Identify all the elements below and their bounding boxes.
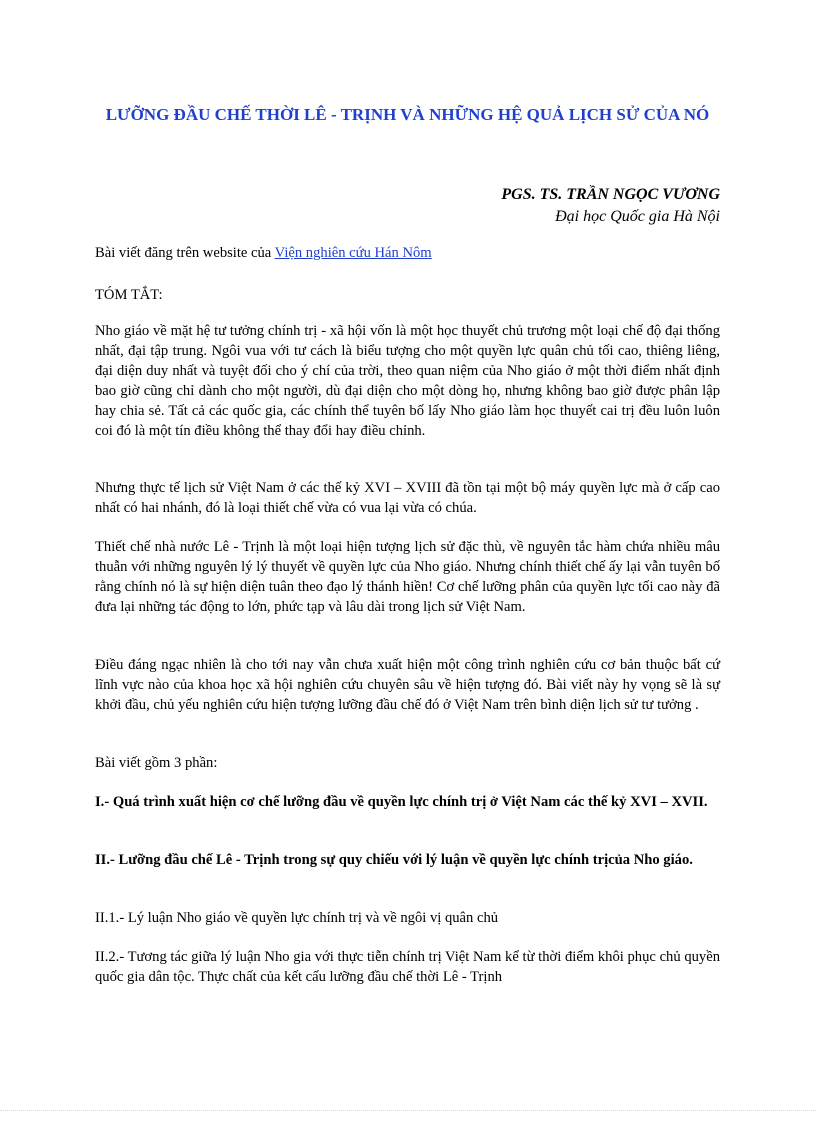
paragraph-3: Thiết chế nhà nước Lê - Trịnh là một loại hiện tượng lịch sử đặc thù, về nguyên tắc hàm chứa nhiều mâu thuẫn với những nguyên lý lý thuyết về quyền lực của Nho giáo. Nhưng chính thiết chế ấy lại vẫn tuyên bố rằng chính nó là sự hiện diện tuân theo đạo lý thánh hiền! Cơ chế lưỡng phân của quyền lực tối cao này đã đưa lại những tác động to lớn, phức tạp và lâu dài trong lịch sử Việt Nam. bbox=[95, 539, 720, 615]
subsection-heading-2: II.2.- Tương tác giữa lý luận Nho gia với thực tiễn chính trị Việt Nam kể từ thời điểm khôi phục chủ quyền quốc gia dân tộc. Thực chất của kết cấu lưỡng đầu chế thời Lê - Trịnh bbox=[95, 949, 720, 985]
source-line bbox=[95, 243, 720, 263]
author-affiliation: Đại học Quốc gia Hà Nội bbox=[555, 208, 720, 225]
source-prefix: Bài viết đăng trên website của bbox=[95, 245, 275, 261]
paragraph-5: Bài viết gồm 3 phần: bbox=[95, 755, 218, 771]
section-heading-2: II.- Lưỡng đầu chế Lê - Trịnh trong sự quy chiếu với lý luận về quyền lực chính trịcủa Nho giáo. bbox=[95, 852, 693, 868]
page-bottom-divider bbox=[0, 1110, 816, 1111]
paragraph-1: Nho giáo về mặt hệ tư tưởng chính trị - xã hội vốn là một học thuyết chủ trương một loại chế độ đại thống nhất, đại tập trung. Ngôi vua với tư cách là biểu tượng cho một quyền lực quân chủ tối cao, thiêng liêng, đại diện duy nhất và tuyệt đối cho ý chí của trời, theo quan niệm của Nho giáo ở một thời điểm nhất định bao giờ cũng chỉ dành cho một người, dù đại diện cho một dòng họ, nhưng không bao giờ được phân lập hay chia sẻ. Tất cả các quốc gia, các chính thể tuyên bố lấy Nho giáo làm học thuyết cai trị đều luôn luôn coi đó là một tín điều không thể thay đổi hay điều chỉnh. bbox=[95, 323, 720, 439]
paragraph-4: Điều đáng ngạc nhiên là cho tới nay vẫn chưa xuất hiện một công trình nghiên cứu cơ bản thuộc bất cứ lĩnh vực nào của khoa học xã hội nghiên cứu chuyên sâu về hiện tượng đó. Bài viết này hy vọng sẽ là sự khởi đầu, chủ yếu nghiên cứu hiện tượng lưỡng đầu chế đó ở Việt Nam trên bình diện lịch sử tư tưởng . bbox=[95, 657, 720, 713]
author-name: PGS. TS. TRẦN NGỌC VƯƠNG bbox=[501, 186, 720, 203]
document-title: LƯỠNG ĐẦU CHẾ THỜI LÊ - TRỊNH VÀ NHỮNG HỆ QUẢ LỊCH SỬ CỦA NÓ bbox=[105, 105, 710, 124]
subsection-heading-1: II.1.- Lý luận Nho giáo về quyền lực chính trị và về ngôi vị quân chủ bbox=[95, 910, 499, 926]
summary-heading: TÓM TẮT: bbox=[95, 287, 163, 303]
source-link[interactable]: Viện nghiên cứu Hán Nôm bbox=[274, 245, 432, 261]
paragraph-2: Nhưng thực tế lịch sử Việt Nam ở các thế kỷ XVI – XVIII đã tồn tại một bộ máy quyền lực mà ở cấp cao nhất có hai nhánh, đó là loại thiết chế vừa có vua lại vừa có chúa. bbox=[95, 480, 720, 516]
author-block bbox=[501, 184, 720, 228]
section-heading-1: I.- Quá trình xuất hiện cơ chế lưỡng đầu về quyền lực chính trị ở Việt Nam các thế kỷ XVI – XVII. bbox=[95, 794, 708, 810]
